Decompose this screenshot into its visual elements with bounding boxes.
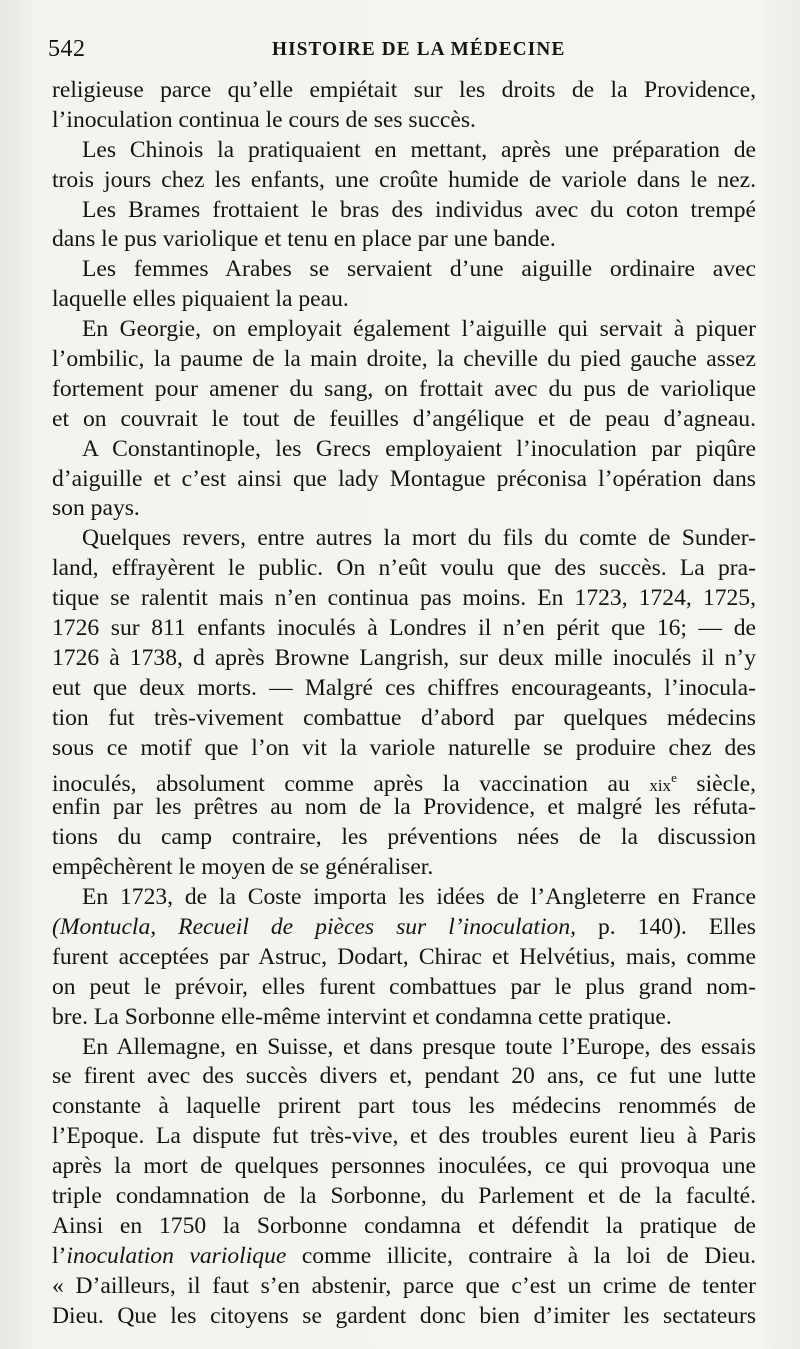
text-line: fortement pour amener du sang, on frottait avec du pus de variolique xyxy=(52,375,756,402)
text-line: dans le pus variolique et tenu en place par une bande. xyxy=(52,226,556,253)
text-line: Les Chinois la pratiquaient en mettant, après une préparation de xyxy=(82,136,756,163)
text-line: Quelques revers, entre autres la mort du fils du comte de Sunder- xyxy=(82,525,756,552)
page-number: 542 xyxy=(48,36,86,62)
text-run: p. 140). Elles xyxy=(576,913,756,940)
italic-citation: (Montucla, Recueil de pièces sur l’inoculation, xyxy=(52,913,577,940)
text-line: eut que deux morts. — Malgré ces chiffres encourageants, l’inocula- xyxy=(52,674,756,701)
text-line: son pays. xyxy=(52,495,140,522)
text-line: on peut le prévoir, elles furent combattues par le plus grand nom- xyxy=(52,973,756,1000)
text-run: inoculés, absolument comme après la vaccination au xyxy=(52,771,650,798)
text-line: trois jours chez les enfants, une croûte humide de variole dans le nez. xyxy=(52,166,756,193)
body-text xyxy=(52,76,756,1331)
text-line: En Allemagne, en Suisse, et dans presque toute l’Europe, des essais xyxy=(82,1033,756,1060)
text-line: l’ombilic, la paume de la main droite, la cheville du pied gauche assez xyxy=(52,346,756,373)
text-line: En 1723, de la Coste importa les idées de l’Angleterre en France xyxy=(82,884,756,911)
italic-term: inoculation variolique xyxy=(66,1242,287,1269)
superscript: e xyxy=(671,770,677,786)
text-line xyxy=(52,1242,756,1272)
text-line: l’Epoque. La dispute fut très-vive, et des troubles eurent lieu à Paris xyxy=(52,1123,756,1150)
text-line: A Constantinople, les Grecs employaient l’inoculation par piqûre xyxy=(82,435,756,462)
text-line: land, effrayèrent le public. On n’eût voulu que des succès. La pra- xyxy=(52,555,756,582)
text-line: l’inoculation continua le cours de ses succès. xyxy=(52,106,476,133)
text-run: comme illicite, contraire à la loi de Dieu. xyxy=(286,1242,757,1269)
text-line: empêchèrent le moyen de se généraliser. xyxy=(52,854,434,881)
text-line: 1726 à 1738, d après Browne Langrish, sur deux mille inoculés il n’y xyxy=(52,644,756,671)
text-run: l’ xyxy=(52,1242,67,1269)
century-numeral: xix xyxy=(649,776,672,796)
text-line: laquelle elles piquaient la peau. xyxy=(52,286,349,313)
text-line xyxy=(52,763,756,798)
text-line: d’aiguille et c’est ainsi que lady Montague préconisa l’opération dans xyxy=(52,465,756,492)
text-line: furent acceptées par Astruc, Dodart, Chirac et Helvétius, mais, comme xyxy=(52,943,756,970)
text-line: après la mort de quelques personnes inoculées, ce qui provoqua une xyxy=(52,1153,756,1180)
text-line: En Georgie, on employait également l’aiguille qui servait à piquer xyxy=(82,316,756,343)
text-line: triple condamnation de la Sorbonne, du Parlement et de la faculté. xyxy=(52,1182,756,1209)
text-line: tion fut très-vivement combattue d’abord par quelques médecins xyxy=(52,704,756,731)
text-line: enfin par les prêtres au nom de la Providence, et malgré les réfuta- xyxy=(52,794,756,821)
text-line: Les Brames frottaient le bras des individus avec du coton trempé xyxy=(82,196,756,223)
text-line: sous ce motif que l’on vit la variole naturelle se produire chez des xyxy=(52,734,756,761)
text-line: et on couvrait le tout de feuilles d’angélique et de peau d’agneau. xyxy=(52,405,756,432)
text-line xyxy=(52,913,756,943)
text-run: siècle, xyxy=(676,771,756,798)
running-head xyxy=(48,36,752,66)
text-line: bre. La Sorbonne elle-même intervint et condamna cette pratique. xyxy=(52,1003,672,1030)
text-line: religieuse parce qu’elle empiétait sur les droits de la Providence, xyxy=(52,77,756,103)
text-line: tique se ralentit mais n’en continua pas moins. En 1723, 1724, 1725, xyxy=(52,585,756,612)
text-line: Ainsi en 1750 la Sorbonne condamna et défendit la pratique de xyxy=(52,1212,756,1239)
text-line: Les femmes Arabes se servaient d’une aiguille ordinaire avec xyxy=(82,256,756,283)
text-line: Dieu. Que les citoyens se gardent donc bien d’imiter les sectateurs xyxy=(52,1302,756,1329)
text-line: tions du camp contraire, les préventions nées de la discussion xyxy=(52,824,756,851)
running-title: HISTOIRE DE LA MÉDECINE xyxy=(272,38,566,60)
text-line: constante à laquelle prirent part tous les médecins renommés de xyxy=(52,1093,756,1120)
text-line: « D’ailleurs, il faut s’en abstenir, parce que c’est un crime de tenter xyxy=(52,1272,756,1299)
text-line: se firent avec des succès divers et, pendant 20 ans, ce fut une lutte xyxy=(52,1063,756,1090)
text-line: 1726 sur 811 enfants inoculés à Londres il n’en périt que 16; — de xyxy=(52,615,756,642)
